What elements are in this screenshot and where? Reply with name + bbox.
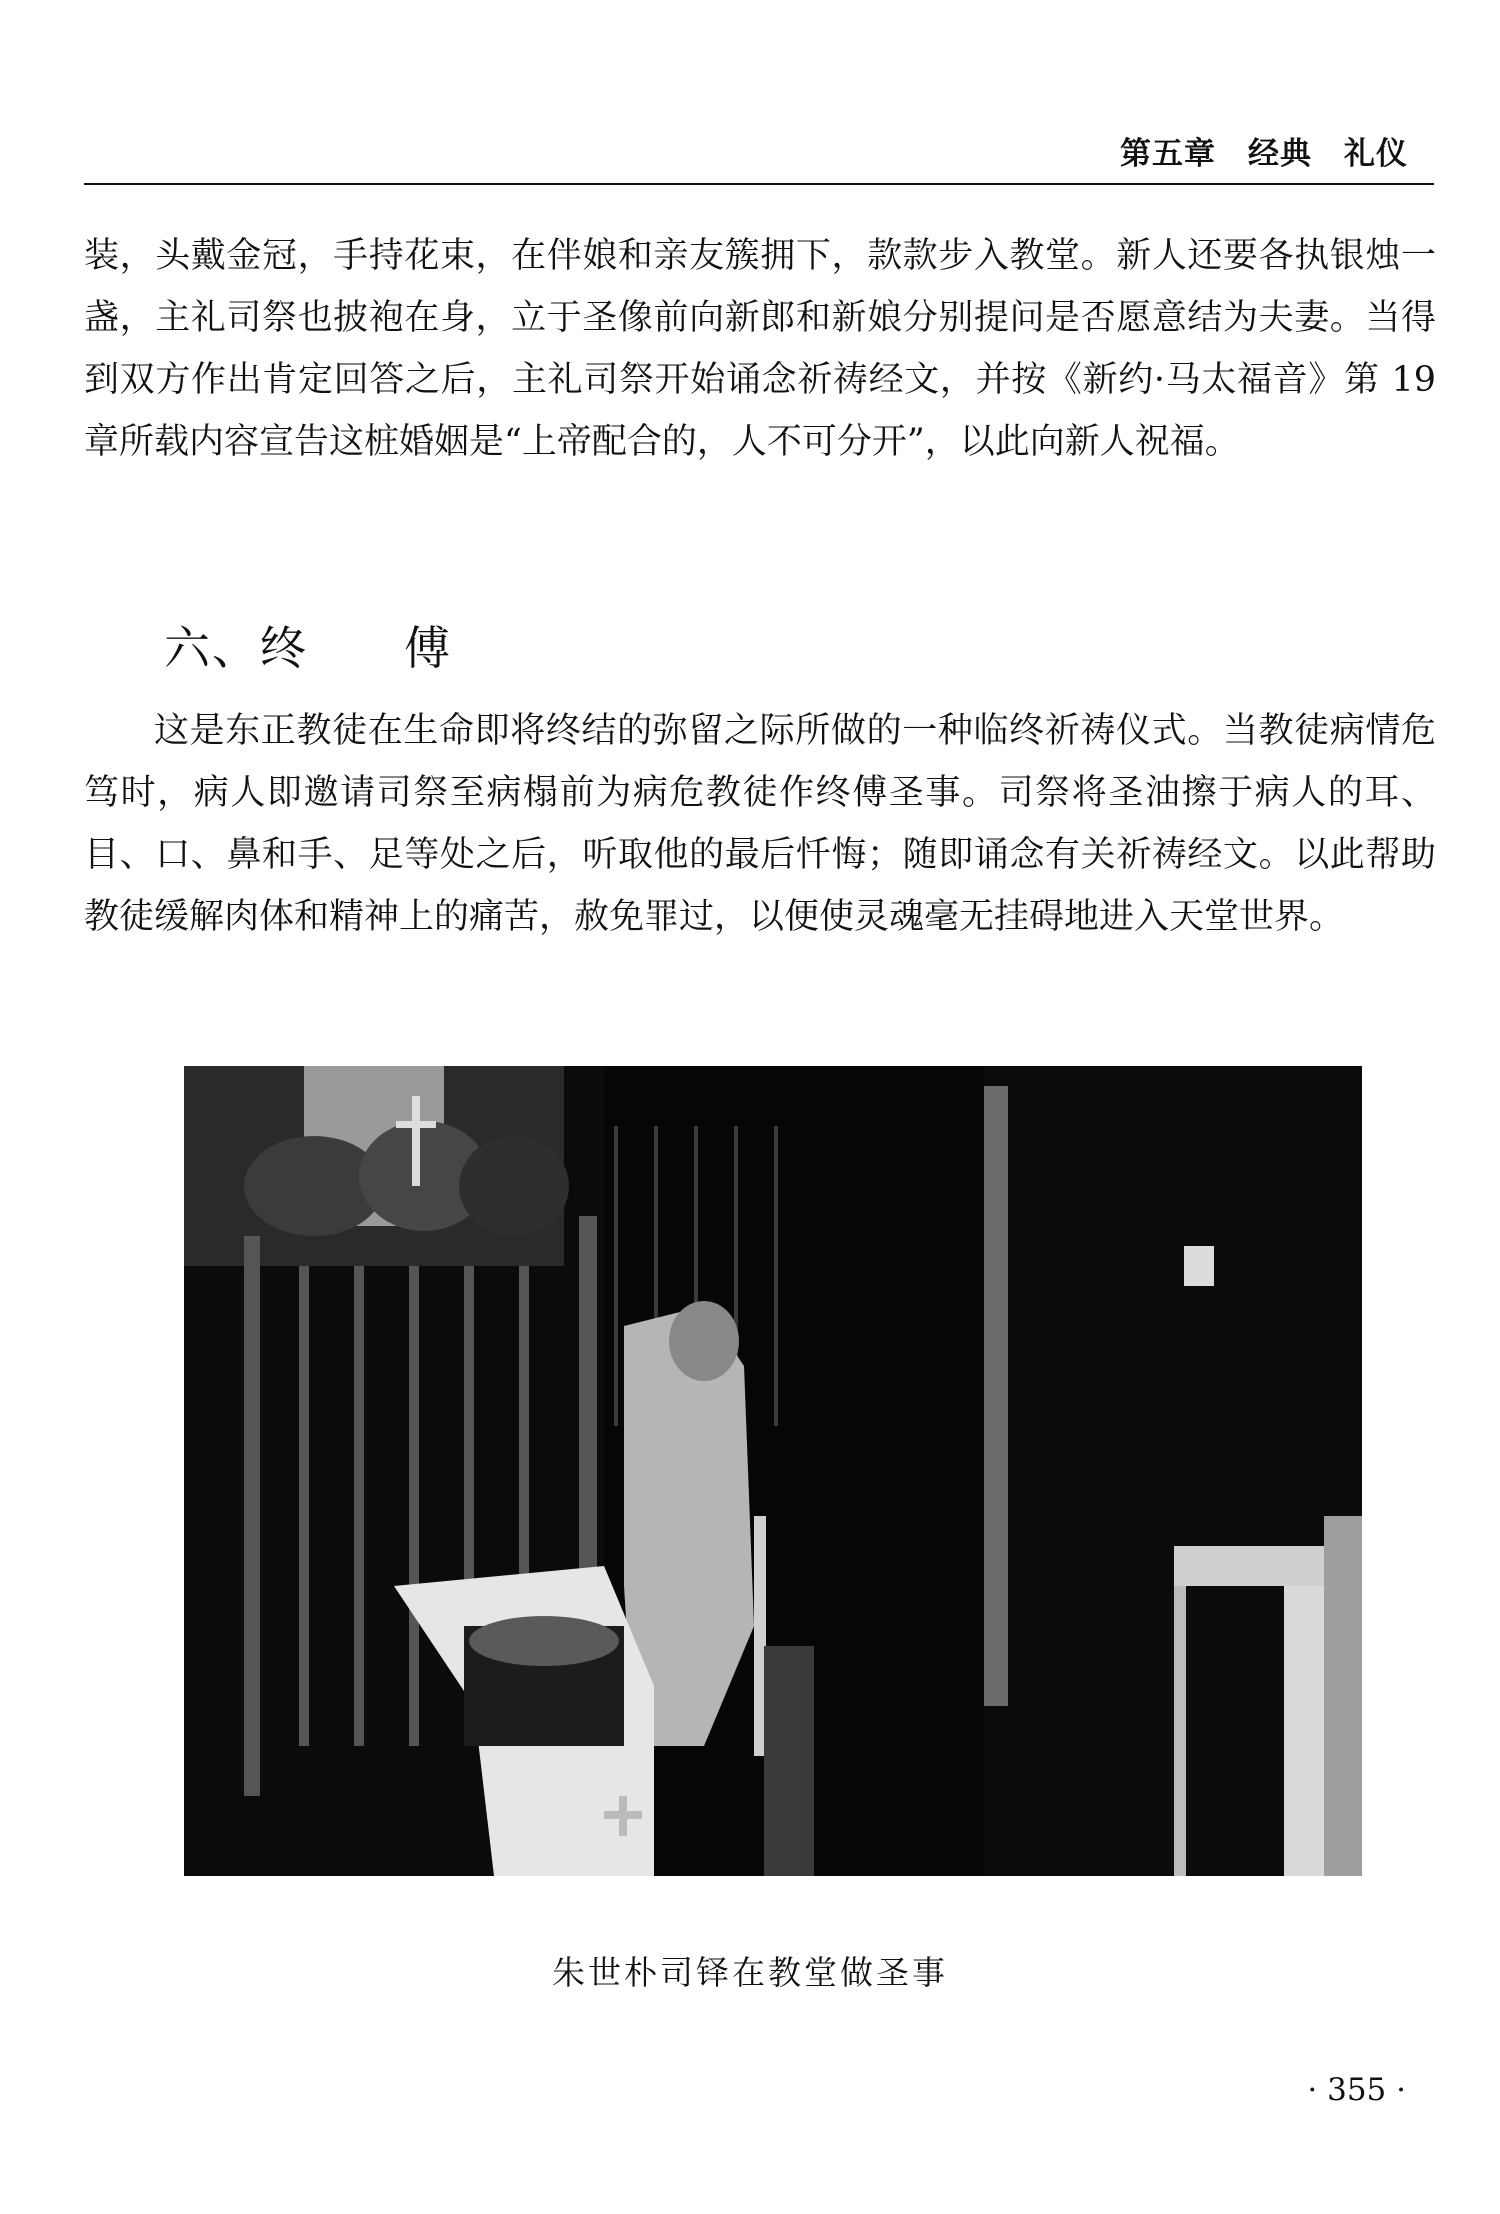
figure-caption: 朱世朴司铎在教堂做圣事 — [552, 1953, 948, 1992]
running-head: 第五章 经典 礼仪 — [1120, 136, 1408, 172]
cross-icon — [412, 1096, 420, 1186]
paragraph-1: 装，头戴金冠，手持花束，在伴娘和亲友簇拥下，款款步入教堂。新人还要各执银烛一盏，主礼司祭也披袍在身，立于圣像前向新郎和新娘分别提问是否愿意结为夫妻。当得到双方作出肯定回答之后，主礼司祭开始诵念祈祷经文，并按《新约·马太福音》第 19 章所载内容宣告这桩婚姻是“上帝配合的，人不可分开”，以此向新人祝福。 — [84, 236, 1436, 462]
page-number: · 355 · — [1307, 2072, 1406, 2108]
header-rule — [84, 183, 1434, 185]
church-photo — [184, 1066, 1362, 1876]
section-title: 六、终 傅 — [164, 621, 452, 675]
paragraph-2: 这是东正教徒在生命即将终结的弥留之际所做的一种临终祈祷仪式。当教徒病情危笃时，病人即邀请司祭至病榻前为病危教徒作终傅圣事。司祭将圣油擦于病人的耳、目、口、鼻和手、足等处之后，听取他的最后忏悔；随即诵念有关祈祷经文。以此帮助教徒缓解肉体和精神上的痛苦，赦免罪过，以便使灵魂毫无挂碍地进入天堂世界。 — [84, 711, 1436, 937]
